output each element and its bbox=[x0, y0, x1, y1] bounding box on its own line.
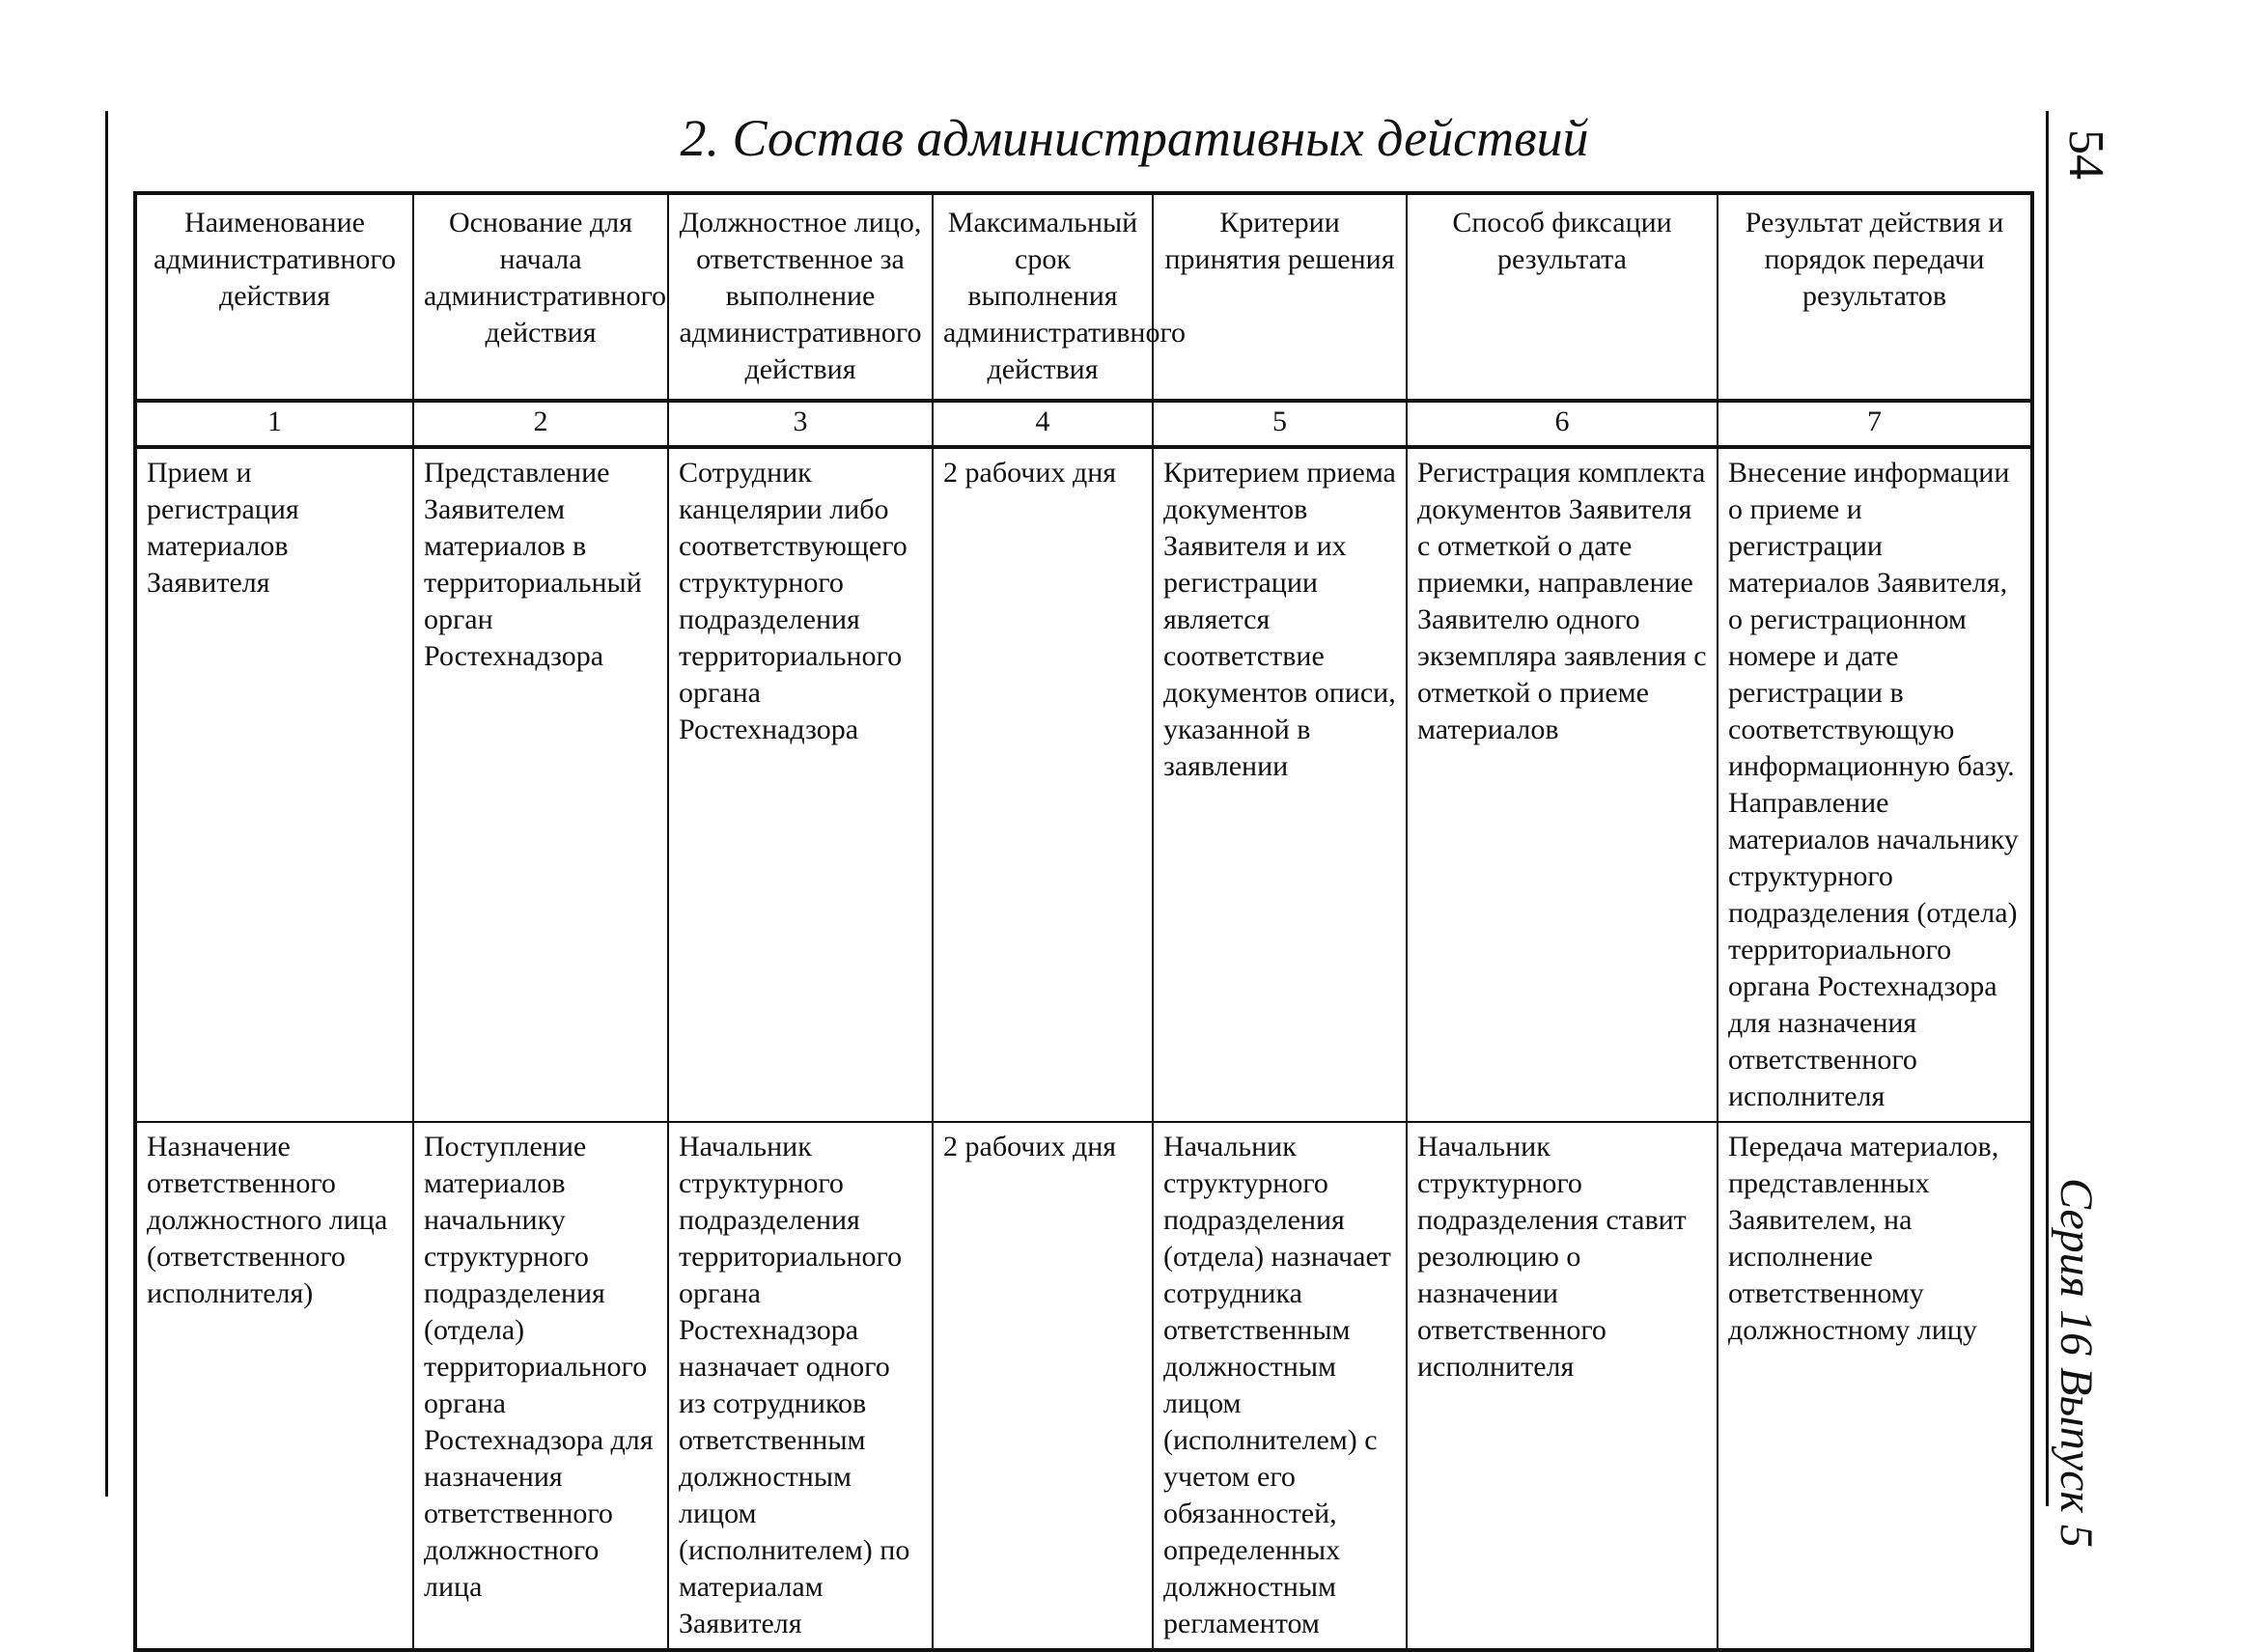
column-number: 1 bbox=[135, 401, 413, 447]
header-cell: Наименование административного действия bbox=[135, 193, 413, 401]
table-row bbox=[135, 447, 2032, 1122]
table-cell: 2 рабочих дня bbox=[933, 447, 1153, 1122]
header-cell: Максимальный срок выполнения административного действия bbox=[933, 193, 1153, 401]
table-cell: Начальник структурного подразделения ставит резолюцию о назначении ответственного исполнителя bbox=[1407, 1122, 1718, 1650]
table-row bbox=[135, 1122, 2032, 1650]
table-cell: Регистрация комплекта документов Заявителя с отметкой о дате приемки, направление Заявителю одного экземпляра заявления с отметкой о приеме материалов bbox=[1407, 447, 1718, 1122]
column-number: 3 bbox=[668, 401, 933, 447]
table-cell: 2 рабочих дня bbox=[933, 1122, 1153, 1650]
table-cell: Критерием приема документов Заявителя и их регистрации является соответствие документов описи, указанной в заявлении bbox=[1153, 447, 1407, 1122]
column-number: 4 bbox=[933, 401, 1153, 447]
table-cell: Передача материалов, представленных Заявителем, на исполнение ответственному должностному лицу bbox=[1718, 1122, 2032, 1650]
table-cell: Сотрудник канцелярии либо соответствующего структурного подразделения территориального органа Ростехнадзора bbox=[668, 447, 933, 1122]
column-number: 2 bbox=[413, 401, 668, 447]
series-label: Серия 16 Выпуск 5 bbox=[2051, 1178, 2102, 1548]
header-cell: Должностное лицо, ответственное за выполнение административного действия bbox=[668, 193, 933, 401]
table-cell: Прием и регистрация материалов Заявителя bbox=[135, 447, 413, 1122]
table-cell: Внесение информации о приеме и регистрации материалов Заявителя, о регистрационном номере и дате регистрации в соответствующую информационную базу. Направление материалов начальнику структурного подразделения (отдела) территориального органа Ростехнадзора для назначения ответственного исполнителя bbox=[1718, 447, 2032, 1122]
header-cell: Способ фиксации результата bbox=[1407, 193, 1718, 401]
column-number: 6 bbox=[1407, 401, 1718, 447]
table-cell: Представление Заявителем материалов в территориальный орган Ростехнадзора bbox=[413, 447, 668, 1122]
page-number: 54 bbox=[2058, 129, 2113, 180]
table-cell: Начальник структурного подразделения (отдела) назначает сотрудника ответственным должностным лицом (исполнителем) с учетом его обязанностей, определенных должностным регламентом bbox=[1153, 1122, 1407, 1650]
column-number: 5 bbox=[1153, 401, 1407, 447]
column-number: 7 bbox=[1718, 401, 2032, 447]
table-cell: Поступление материалов начальнику структурного подразделения (отдела) территориального органа Ростехнадзора для назначения ответственного должностного лица bbox=[413, 1122, 668, 1650]
admin-actions-table bbox=[133, 191, 2034, 1652]
left-margin-rule bbox=[105, 111, 108, 1497]
table-header-row bbox=[135, 193, 2032, 401]
page-title: 2. Состав административных действий bbox=[680, 109, 1589, 167]
header-cell: Основание для начала административного действия bbox=[413, 193, 668, 401]
table-cell: Начальник структурного подразделения территориального органа Ростехнадзора назначает одного из сотрудников ответственным должностным лицом (исполнителем) по материалам Заявителя bbox=[668, 1122, 933, 1650]
column-number-row bbox=[135, 401, 2032, 447]
header-cell: Критерии принятия решения bbox=[1153, 193, 1407, 401]
header-cell: Результат действия и порядок передачи результатов bbox=[1718, 193, 2032, 401]
table-cell: Назначение ответственного должностного лица (ответственного исполнителя) bbox=[135, 1122, 413, 1650]
